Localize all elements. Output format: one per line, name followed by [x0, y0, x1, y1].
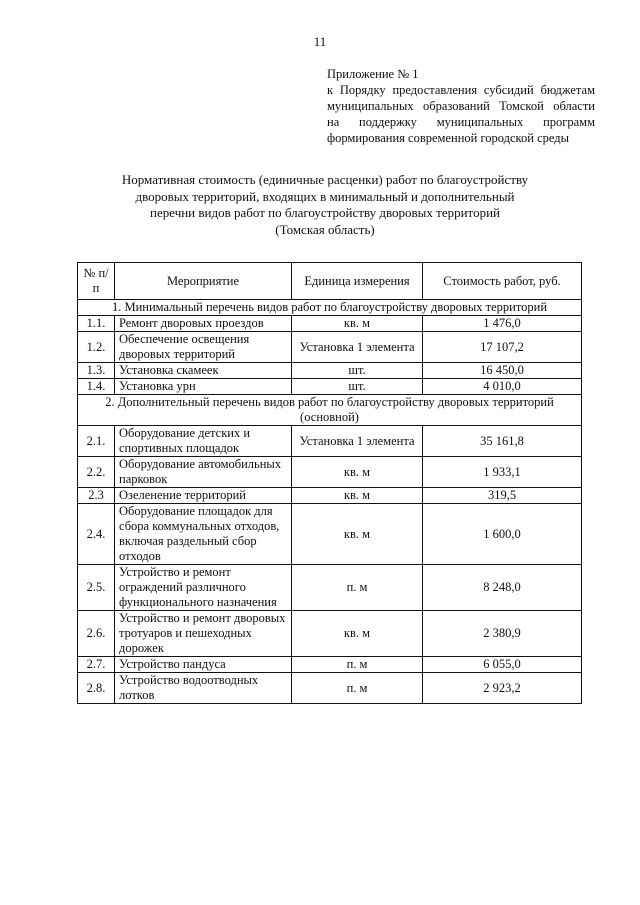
heading-line: (Томская область) [275, 221, 375, 237]
row-unit: Установка 1 элемента [292, 426, 423, 457]
appendix-title: Приложение № 1 [327, 67, 419, 81]
row-number: 2.7. [78, 657, 115, 673]
row-unit: кв. м [292, 504, 423, 565]
row-number: 2.4. [78, 504, 115, 565]
row-unit: п. м [292, 657, 423, 673]
table-row [78, 673, 582, 704]
table-row [78, 316, 582, 332]
row-cost: 17 107,2 [423, 332, 582, 363]
row-cost: 6 055,0 [423, 657, 582, 673]
row-cost: 16 450,0 [423, 363, 582, 379]
row-activity: Установка урн [115, 379, 292, 395]
appendix-line: к Порядку предоставления субсидий бюджетам [327, 83, 595, 97]
row-number: 1.4. [78, 379, 115, 395]
row-cost: 1 600,0 [423, 504, 582, 565]
appendix-block [327, 66, 595, 146]
row-cost: 35 161,8 [423, 426, 582, 457]
table-row [78, 363, 582, 379]
heading-line: дворовых территорий, входящих в минимальный и дополнительный [135, 188, 515, 204]
row-cost: 4 010,0 [423, 379, 582, 395]
section-1-title: 1. Минимальный перечень видов работ по благоустройству дворовых территорий [78, 300, 582, 316]
row-unit: Установка 1 элемента [292, 332, 423, 363]
document-heading [90, 172, 560, 238]
row-activity: Оборудование площадок для сбора коммунальных отходов, включая раздельный сбор отходов [115, 504, 292, 565]
row-number: 1.3. [78, 363, 115, 379]
row-activity: Устройство и ремонт ограждений различного функционального назначения [115, 565, 292, 611]
row-activity: Устройство и ремонт дворовых тротуаров и пешеходных дорожек [115, 611, 292, 657]
row-activity: Оборудование детских и спортивных площадок [115, 426, 292, 457]
row-number: 2.2. [78, 457, 115, 488]
header-number: № п/п [78, 263, 115, 300]
row-number: 1.2. [78, 332, 115, 363]
row-unit: кв. м [292, 457, 423, 488]
header-cost: Стоимость работ, руб. [423, 263, 582, 300]
row-number: 2.5. [78, 565, 115, 611]
table-body [78, 300, 582, 704]
row-cost: 2 380,9 [423, 611, 582, 657]
row-unit: кв. м [292, 316, 423, 332]
table-row [78, 657, 582, 673]
row-activity: Оборудование автомобильных парковок [115, 457, 292, 488]
section-row [78, 395, 582, 426]
row-unit: п. м [292, 565, 423, 611]
table-row [78, 379, 582, 395]
header-unit: Единица измерения [292, 263, 423, 300]
row-activity: Устройство водоотводных лотков [115, 673, 292, 704]
row-number: 2.8. [78, 673, 115, 704]
appendix-line: на поддержку муниципальных программ [327, 115, 595, 129]
row-number: 2.6. [78, 611, 115, 657]
table-row [78, 565, 582, 611]
row-unit: шт. [292, 379, 423, 395]
heading-line: перечни видов работ по благоустройству дворовых территорий [150, 205, 500, 220]
table-row [78, 332, 582, 363]
table-row [78, 504, 582, 565]
header-activity: Мероприятие [115, 263, 292, 300]
row-activity: Озеленение территорий [115, 488, 292, 504]
heading-line: Нормативная стоимость (единичные расценки) работ по благоустройству [121, 172, 529, 187]
row-activity: Ремонт дворовых проездов [115, 316, 292, 332]
row-number: 2.1. [78, 426, 115, 457]
row-activity: Обеспечение освещения дворовых территорий [115, 332, 292, 363]
row-unit: шт. [292, 363, 423, 379]
row-unit: п. м [292, 673, 423, 704]
table-row [78, 488, 582, 504]
row-activity: Устройство пандуса [115, 657, 292, 673]
row-cost: 2 923,2 [423, 673, 582, 704]
appendix-line: формирования современной городской среды [327, 131, 570, 145]
appendix-line: муниципальных образований Томской области [327, 99, 595, 113]
row-number: 2.3 [78, 488, 115, 504]
row-number: 1.1. [78, 316, 115, 332]
table-row [78, 457, 582, 488]
row-unit: кв. м [292, 611, 423, 657]
cost-table [77, 262, 582, 704]
row-activity: Установка скамеек [115, 363, 292, 379]
row-cost: 1 476,0 [423, 316, 582, 332]
section-row [78, 300, 582, 316]
table-row [78, 611, 582, 657]
row-cost: 319,5 [423, 488, 582, 504]
row-cost: 1 933,1 [423, 457, 582, 488]
page-number: 11 [313, 34, 327, 49]
table-row [78, 426, 582, 457]
section-2-title: 2. Дополнительный перечень видов работ по благоустройству дворовых территорий (основной) [78, 395, 582, 426]
row-cost: 8 248,0 [423, 565, 582, 611]
table-header-row [78, 263, 582, 300]
row-unit: кв. м [292, 488, 423, 504]
